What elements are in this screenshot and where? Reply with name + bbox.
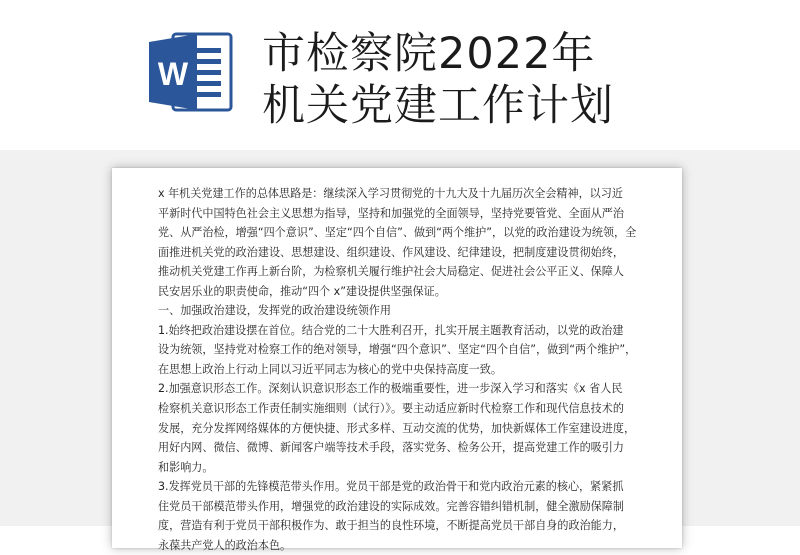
page-title bbox=[262, 28, 614, 132]
header bbox=[0, 0, 800, 150]
body-line: 永葆共产党人的政治本色。 bbox=[158, 538, 292, 552]
body-line: 推动机关党建工作再上新台阶，为检察机关履行维护社会大局稳定、促进社会公平正义、保障人 bbox=[158, 265, 624, 279]
title-line-2: 机关党建工作计划 bbox=[262, 81, 614, 131]
body-line: 和影响力。 bbox=[158, 460, 214, 474]
document-body bbox=[158, 184, 640, 555]
body-line: 设为统领，坚持党对检察工作的绝对领导，增强“四个意识”、坚定“四个自信”，做到“两个维护”， bbox=[158, 343, 637, 357]
body-line: 2.加强意识形态工作。深刻认识意识形态工作的极端重要性，进一步深入学习和落实《x 省人民 bbox=[158, 382, 623, 396]
body-line: 1.始终把政治建设摆在首位。结合党的二十大胜利召开，扎实开展主题教育活动，以党的政治建 bbox=[158, 323, 624, 337]
word-icon-letter: W bbox=[157, 56, 189, 92]
body-line: 平新时代中国特色社会主义思想为指导，坚持和加强党的全面领导，坚持党要管党、全面从严治 bbox=[158, 206, 624, 220]
section-heading: 一、加强政治建设，发挥党的政治建设统领作用 bbox=[158, 304, 391, 318]
body-line: 检察机关意识形态工作责任制实施细则（试行）》。要主动适应新时代检察工作和现代信息技术的 bbox=[158, 402, 624, 416]
word-doc-icon bbox=[145, 26, 237, 118]
body-line: x 年机关党建工作的总体思路是：继续深入学习贯彻党的十九大及十九届历次全会精神，以习近 bbox=[158, 187, 623, 200]
body-line: 住党员干部模范带头作用，增强党的政治建设的实际成效。完善容错纠错机制，健全激励保障制 bbox=[158, 499, 624, 513]
body-line: 民安居乐业的职责使命，推动“四个 x”建设提供坚强保证。 bbox=[158, 284, 446, 298]
document-page bbox=[112, 168, 682, 552]
body-line: 在思想上政治上行动上同以习近平同志为核心的党中央保持高度一致。 bbox=[158, 362, 502, 376]
body-line: 用好内网、微信、微博、新闻客户端等技术手段，落实党务、检务公开，提高党建工作的吸引力 bbox=[158, 441, 624, 455]
body-line: 发展，充分发挥网络媒体的方便快捷、形式多样、互动交流的优势，加快新媒体工作室建设进度， bbox=[158, 421, 636, 435]
body-line: 党、从严治检，增强“四个意识”、坚定“四个自信”、做到“两个维护”，以党的政治建设为统领，全 bbox=[158, 226, 637, 240]
body-line: 面推进机关党的政治建设、思想建设、组织建设、作风建设、纪律建设，把制度建设贯彻始终， bbox=[158, 245, 624, 259]
title-line-1: 市检察院2022年 bbox=[262, 29, 596, 79]
body-line: 3.发挥党员干部的先锋模范带头作用。党员干部是党的政治骨干和党内政治元素的核心，紧紧抓 bbox=[158, 480, 624, 494]
body-line: 度，营造有利于党员干部积极作为、敢于担当的良性环境，不断提高党员干部自身的政治能力， bbox=[158, 519, 624, 533]
